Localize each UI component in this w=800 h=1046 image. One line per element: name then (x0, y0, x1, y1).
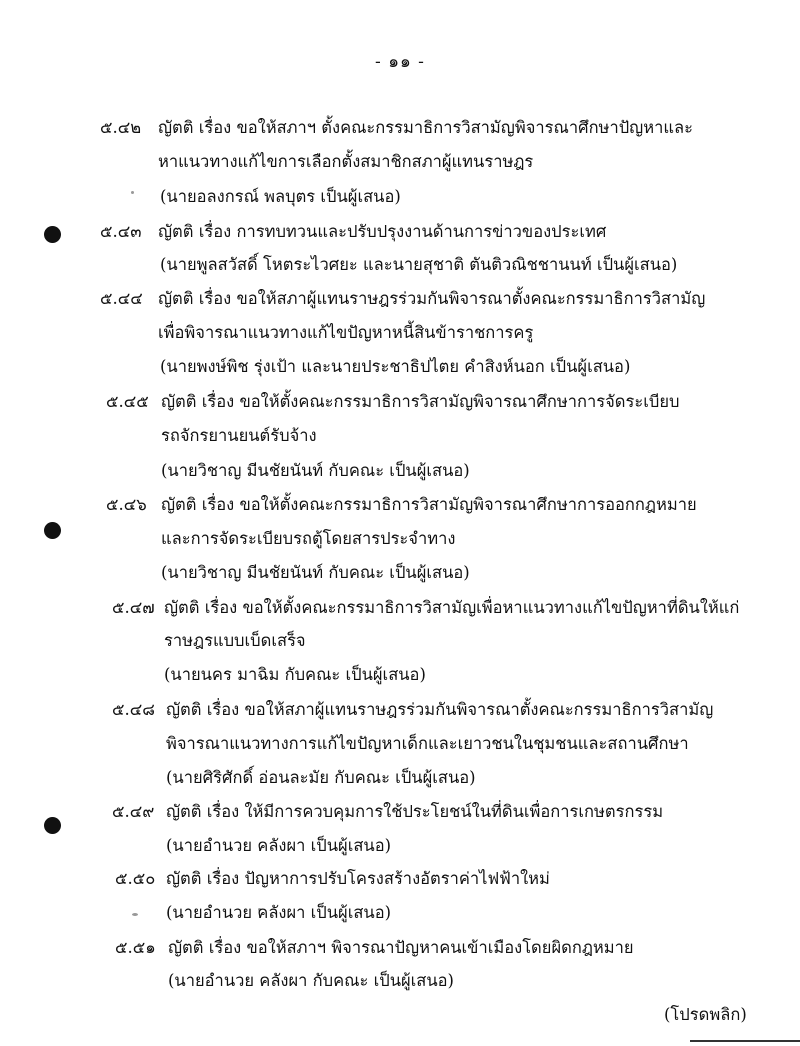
item-5-44-title-line2: เพื่อพิจารณาแนวทางแก้ไขปัญหาหนี้สินข้าราชการครู (158, 323, 534, 342)
item-5-42-title-line2: หาแนวทางแก้ไขการเลือกตั้งสมาชิกสภาผู้แทนราษฎร (158, 152, 534, 171)
item-5-44-number: ๕.๔๔ (100, 289, 143, 308)
item-5-48-title-line1: ญัตติ เรื่อง ขอให้สภาผู้แทนราษฎรร่วมกันพิจารณาตั้งคณะกรรมาธิการวิสามัญ (166, 700, 714, 719)
item-5-51-title-line1: ญัตติ เรื่อง ขอให้สภาฯ พิจารณาปัญหาคนเข้าเมืองโดยผิดกฎหมาย (168, 938, 634, 957)
item-5-43-proposer: (นายพูลสวัสดิ์ โหตระไวศยะ และนายสุชาติ ตันติวณิชชานนท์ เป็นผู้เสนอ) (160, 255, 678, 274)
item-5-42-proposer: (นายอลงกรณ์ พลบุตร เป็นผู้เสนอ) (160, 187, 401, 206)
scan-speck (131, 191, 134, 194)
item-5-50-title-line1: ญัตติ เรื่อง ปัญหาการปรับโครงสร้างอัตราค่าไฟฟ้าใหม่ (166, 869, 550, 888)
punch-hole-top (44, 226, 61, 243)
scan-speck (132, 913, 138, 916)
item-5-50-proposer: (นายอำนวย คลังผา เป็นผู้เสนอ) (166, 903, 392, 922)
item-5-51-number: ๕.๕๑ (115, 938, 156, 957)
item-5-42-title-line1: ญัตติ เรื่อง ขอให้สภาฯ ตั้งคณะกรรมาธิการวิสามัญพิจารณาศึกษาปัญหาและ (158, 118, 693, 137)
item-5-46-number: ๕.๔๖ (106, 495, 147, 514)
item-5-45-title-line1: ญัตติ เรื่อง ขอให้ตั้งคณะกรรมาธิการวิสามัญพิจารณาศึกษาการจัดระเบียบ (161, 392, 680, 411)
item-5-48-proposer: (นายศิริศักดิ์ อ่อนละมัย กับคณะ เป็นผู้เสนอ) (166, 768, 476, 787)
item-5-48-title-line2: พิจารณาแนวทางการแก้ไขปัญหาเด็กและเยาวชนในชุมชนและสถานศึกษา (166, 734, 689, 753)
item-5-45-proposer: (นายวิชาญ มีนชัยนันท์ กับคณะ เป็นผู้เสนอ) (161, 461, 470, 480)
page-number: - ๑๑ - (375, 52, 425, 72)
item-5-48-number: ๕.๔๘ (112, 700, 155, 719)
item-5-50-number: ๕.๕๐ (115, 869, 156, 888)
footer-note: (โปรดพลิก) (664, 1005, 747, 1024)
item-5-46-title-line1: ญัตติ เรื่อง ขอให้ตั้งคณะกรรมาธิการวิสามัญพิจารณาศึกษาการออกกฎหมาย (161, 495, 697, 514)
punch-hole-middle (44, 522, 61, 539)
item-5-47-number: ๕.๔๗ (112, 598, 155, 617)
item-5-49-title-line1: ญัตติ เรื่อง ให้มีการควบคุมการใช้ประโยชน์ในที่ดินเพื่อการเกษตรกรรม (166, 802, 664, 821)
item-5-43-number: ๕.๔๓ (100, 222, 142, 241)
item-5-49-number: ๕.๔๙ (112, 802, 155, 821)
item-5-44-title-line1: ญัตติ เรื่อง ขอให้สภาผู้แทนราษฎรร่วมกันพิจารณาตั้งคณะกรรมาธิการวิสามัญ (158, 289, 706, 308)
item-5-51-proposer: (นายอำนวย คลังผา กับคณะ เป็นผู้เสนอ) (168, 971, 454, 990)
item-5-47-title-line1: ญัตติ เรื่อง ขอให้ตั้งคณะกรรมาธิการวิสามัญเพื่อหาแนวทางแก้ไขปัญหาที่ดินให้แก่ (164, 598, 740, 617)
item-5-49-proposer: (นายอำนวย คลังผา เป็นผู้เสนอ) (166, 836, 392, 855)
item-5-46-proposer: (นายวิชาญ มีนชัยนันท์ กับคณะ เป็นผู้เสนอ) (161, 563, 470, 582)
bottom-rule (690, 1040, 800, 1042)
item-5-45-title-line2: รถจักรยานยนต์รับจ้าง (161, 426, 317, 445)
item-5-43-title-line1: ญัตติ เรื่อง การทบทวนและปรับปรุงงานด้านการข่าวของประเทศ (158, 222, 607, 241)
item-5-45-number: ๕.๔๕ (106, 392, 149, 411)
item-5-42-number: ๕.๔๒ (100, 118, 142, 137)
punch-hole-bottom (44, 817, 61, 834)
item-5-47-proposer: (นายนคร มาฉิม กับคณะ เป็นผู้เสนอ) (164, 665, 426, 684)
item-5-47-title-line2: ราษฎรแบบเบ็ดเสร็จ (164, 631, 306, 650)
item-5-46-title-line2: และการจัดระเบียบรถตู้โดยสารประจำทาง (161, 529, 456, 548)
item-5-44-proposer: (นายพงษ์พิช รุ่งเป้า และนายประชาธิปไตย คำสิงห์นอก เป็นผู้เสนอ) (160, 357, 631, 376)
